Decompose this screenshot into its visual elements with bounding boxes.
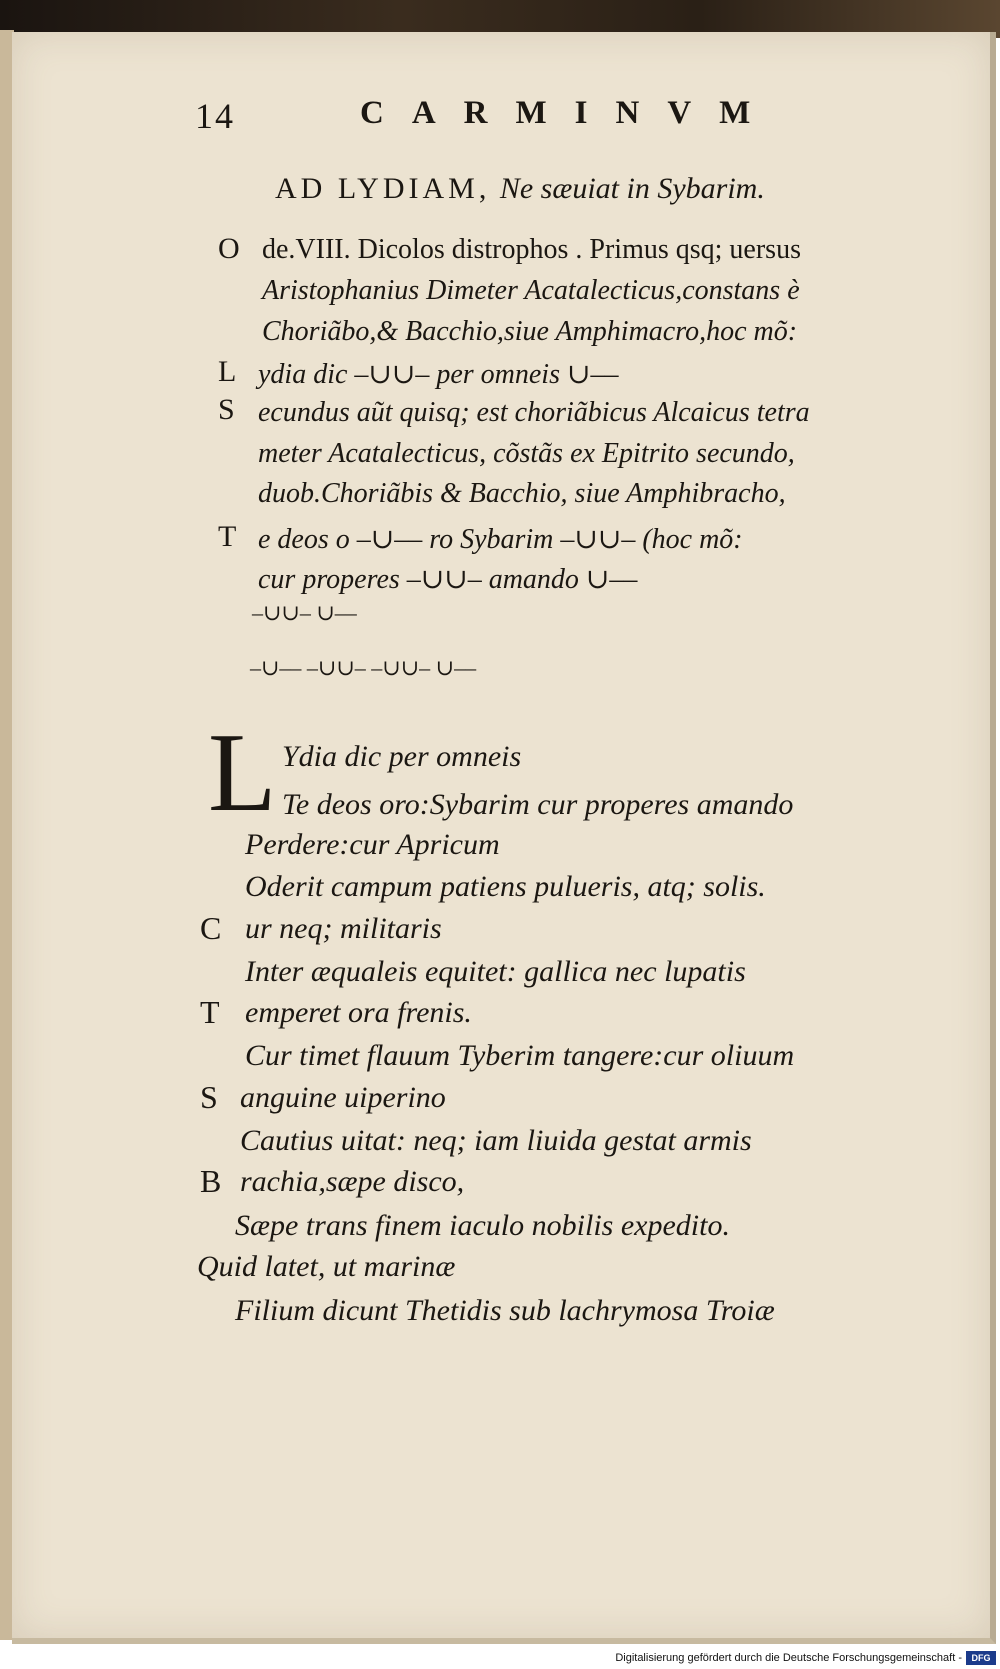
poem-initial: B (200, 1163, 222, 1199)
meter-scheme: –∪∪– ∪–– (252, 600, 357, 625)
poem-line: Ydia dic per omneis (282, 740, 522, 773)
commentary-initial: T (218, 520, 237, 553)
funding-credit: Digitalisierung gefördert durch die Deutsche Forschungsgemeinschaft - (615, 1652, 962, 1664)
poem-line: Cur timet flauum Tyberim tangere:cur oliuum (245, 1039, 795, 1072)
poem-line: Inter æqualeis equitet: gallica nec lupatis (245, 955, 746, 988)
book-page (12, 32, 996, 1644)
poem-line: Te deos oro:Sybarim cur properes amando (282, 788, 794, 821)
poem-line: ur neq; militaris (245, 912, 442, 945)
commentary-line: duob.Choriãbis & Bacchio, siue Amphibracho, (258, 478, 786, 509)
poem-initial: T (200, 994, 220, 1030)
poem-line: Oderit campum patiens pulueris, atq; solis. (245, 870, 766, 903)
ode-title-roman: AD LYDIAM, (275, 172, 491, 205)
poem-line: emperet ora frenis. (245, 996, 472, 1029)
commentary-line: de.VIII. Dicolos distrophos . Primus qsq; uersus (262, 234, 801, 265)
ode-title (275, 172, 765, 206)
poem-initial: S (200, 1079, 218, 1115)
poem-line: rachia,sæpe disco, (240, 1165, 465, 1198)
commentary-line: e deos o –∪–– ro Sybarim –∪∪– (hoc mõ: (258, 524, 743, 555)
poem-line: Sæpe trans finem iaculo nobilis expedito. (235, 1209, 730, 1242)
poem-initial: C (200, 910, 222, 946)
ode-title-italic: Ne sæuiat in Sybarim. (499, 172, 765, 205)
drop-cap: L (208, 711, 277, 835)
commentary-line: Choriãbo,& Bacchio,siue Amphimacro,hoc mõ: (262, 316, 798, 347)
meter-scheme: –∪–– –∪∪– –∪∪– ∪–– (250, 655, 477, 680)
commentary-initial: S (218, 393, 235, 426)
poem-line: Perdere:cur Apricum (245, 828, 500, 861)
commentary-initial: L (218, 355, 237, 388)
footer (0, 1648, 1000, 1669)
poem-line: Filium dicunt Thetidis sub lachrymosa Troiæ (235, 1294, 775, 1327)
commentary-line: ecundus aũt quisq; est choriãbicus Alcaicus tetra (258, 397, 810, 428)
commentary-initial: O (218, 232, 240, 265)
poem-line: anguine uiperino (240, 1081, 446, 1114)
commentary-line: meter Acatalecticus, cõstãs ex Epitrito secundo, (258, 438, 795, 469)
poem-line: Cautius uitat: neq; iam liuida gestat armis (240, 1124, 752, 1157)
commentary-line: ydia dic –∪∪– per omneis ∪–– (258, 359, 619, 390)
dfg-logo: DFG (966, 1651, 996, 1665)
running-title: CARMINVM (360, 95, 779, 131)
poem-line: Quid latet, ut marinæ (197, 1250, 456, 1283)
page-number: 14 (195, 96, 235, 136)
commentary-line: Aristophanius Dimeter Acatalecticus,constans è (262, 275, 800, 306)
commentary-line: cur properes –∪∪– amando ∪–– (258, 564, 638, 595)
